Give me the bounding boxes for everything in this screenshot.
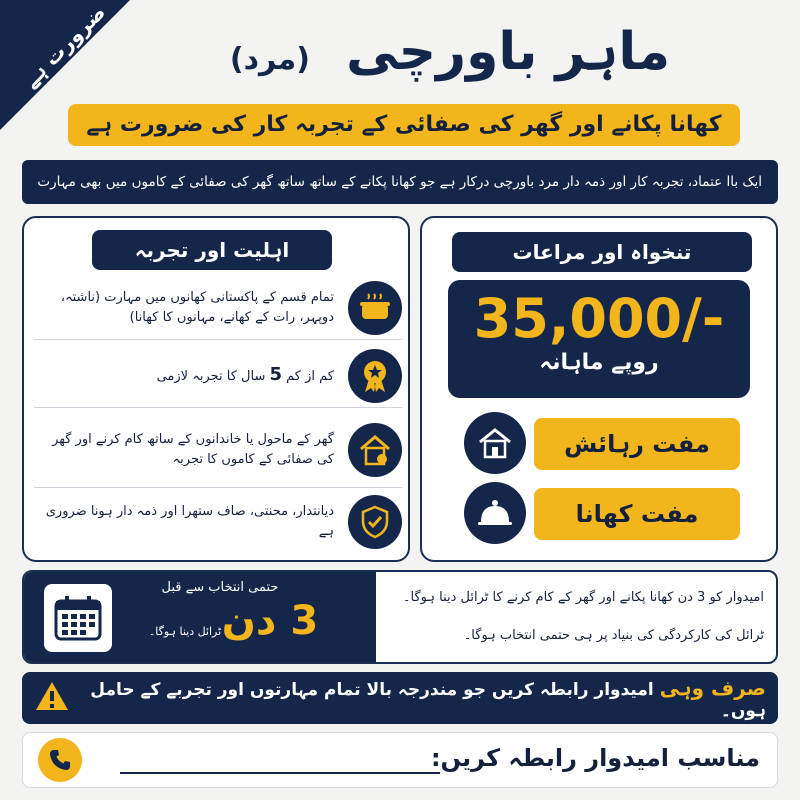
qualifications-heading: اہلیت اور تجربہ (92, 230, 332, 270)
house-clean-icon (348, 423, 402, 477)
qualification-text (34, 365, 344, 387)
salary-amount-box (448, 280, 750, 398)
salary-amount: 35,000/- (473, 287, 725, 350)
qualifications-panel (22, 216, 410, 562)
title-sub: (مرد) (229, 42, 310, 77)
notice-body: امیدوار رابطہ کریں جو مندرجہ بالا تمام مہارتوں اور تجربے کے حامل ہوں۔ (90, 679, 766, 721)
salary-heading: تنخواہ اور مراعات (452, 232, 752, 272)
qualification-item (34, 412, 402, 488)
award-badge-icon (348, 349, 402, 403)
subtitle-banner: کھانا پکانے اور گھر کی صفائی کے تجربہ کار کی ضرورت ہے (68, 104, 740, 146)
qualification-item (34, 344, 402, 408)
trial-line2: ٹرائل دینا ہوگا۔ (148, 625, 222, 638)
corner-ribbon-label: ضرورت ہے (17, 0, 111, 93)
qualification-item (34, 490, 402, 554)
salary-period: روپے ماہانہ (539, 350, 659, 375)
trial-detail-2: ٹرائل کی کارکردگی کی بنیاد پر ہی حتمی انتخاب ہوگا۔ (463, 628, 764, 643)
contact-blank-line (120, 772, 440, 774)
page-title (150, 22, 750, 82)
trial-line1: حتمی انتخاب سے قبل (161, 580, 279, 595)
qualification-text: تمام قسم کے پاکستانی کھانوں میں مہارت (ناشتہ، دوپہر، رات کے کھانے، مہانوں کا کھانا) (60, 289, 334, 325)
contact-label: مناسب امیدوار رابطہ کریں: (430, 744, 760, 772)
qualification-text: دیانتدار، محنتی، صاف ستھرا اور ذمہ دار ہونا ضروری ہے (45, 504, 334, 539)
food-cloche-icon (464, 482, 526, 544)
phone-icon (38, 738, 82, 782)
shield-check-icon (348, 495, 402, 549)
trial-detail-1: امیدوار کو 3 دن کھانا پکانے اور گھر کے کام کرنے کا ٹرائل دینا ہوگا۔ (402, 590, 764, 605)
house-icon (464, 412, 526, 474)
experience-years: 5 (269, 363, 283, 385)
benefit-housing: مفت رہائش (534, 418, 740, 470)
intro-banner: ایک باا عتماد، تجربہ کار اور ذمہ دار مرد باورچی درکار ہے جو کھانا پکانے کے ساتھ ساتھ گھر کی صفائی کے کاموں میں بھی مہارت (22, 160, 778, 204)
qualification-text: گھر کے ماحول یا خاندانوں کے ساتھ کام کرنے اور گھر کی صفائی کے کاموں کا تجربہ (52, 431, 334, 467)
calendar-icon (44, 584, 112, 652)
benefit-food: مفت کھانا (534, 488, 740, 540)
notice-banner (22, 672, 778, 724)
experience-post: سال کا تجربہ لازمی (156, 368, 266, 384)
title-main: ماہر باورچی (346, 22, 671, 82)
notice-text (84, 676, 766, 721)
experience-pre: کم از کم (286, 368, 334, 384)
notice-highlight: صرف وہی (659, 675, 766, 700)
trial-days: 3 دن (221, 598, 319, 644)
warning-icon (34, 680, 70, 716)
qualification-item (34, 276, 402, 340)
cooking-pot-icon (348, 281, 402, 335)
